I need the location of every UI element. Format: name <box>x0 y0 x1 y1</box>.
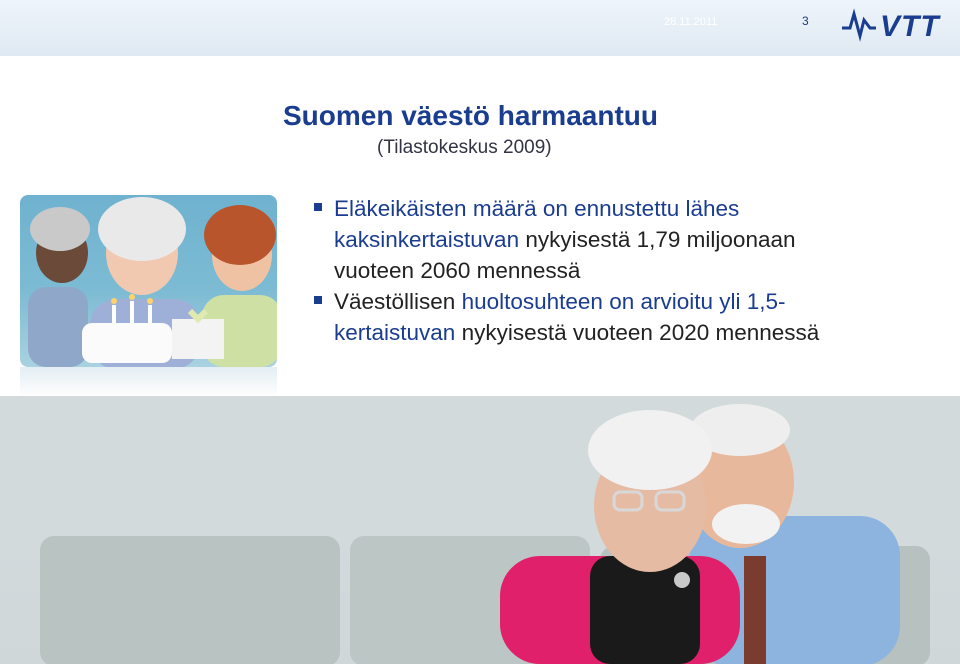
bullet-item <box>310 193 870 286</box>
header-band <box>0 0 960 56</box>
bullet-highlight: Eläkeikäisten määrä on ennustettu lähes kaksinkertaistuvan <box>334 196 740 252</box>
bullet-lead: Väestöllisen <box>334 289 462 314</box>
vtt-logo-text: VTT <box>880 10 940 43</box>
bullet-square-icon <box>314 296 322 304</box>
slide-title: Suomen väestö harmaantuu <box>283 100 658 131</box>
slide-date: 28.11.2011 <box>664 16 718 28</box>
photo-three-women <box>20 195 277 367</box>
bullet-square-icon <box>314 203 322 211</box>
photo-elderly-couple <box>0 396 960 664</box>
page-number: 3 <box>802 14 809 28</box>
bullet-text: nykyisestä 1,79 miljoonaan vuoteen 2060 mennessä <box>334 227 796 283</box>
bullet-item <box>310 286 870 348</box>
bullet-list <box>310 193 870 348</box>
photo-reflection <box>20 367 277 397</box>
elderly-couple-illustration <box>0 396 960 664</box>
bullet-highlight: huoltosuhteen on arvioitu yli 1,5-kertaistuvan <box>334 289 786 345</box>
three-women-illustration <box>20 195 277 367</box>
bullet-text: nykyisestä vuoteen 2020 mennessä <box>455 320 820 345</box>
slide-subtitle: (Tilastokeskus 2009) <box>377 137 552 158</box>
header-divider <box>0 56 960 59</box>
